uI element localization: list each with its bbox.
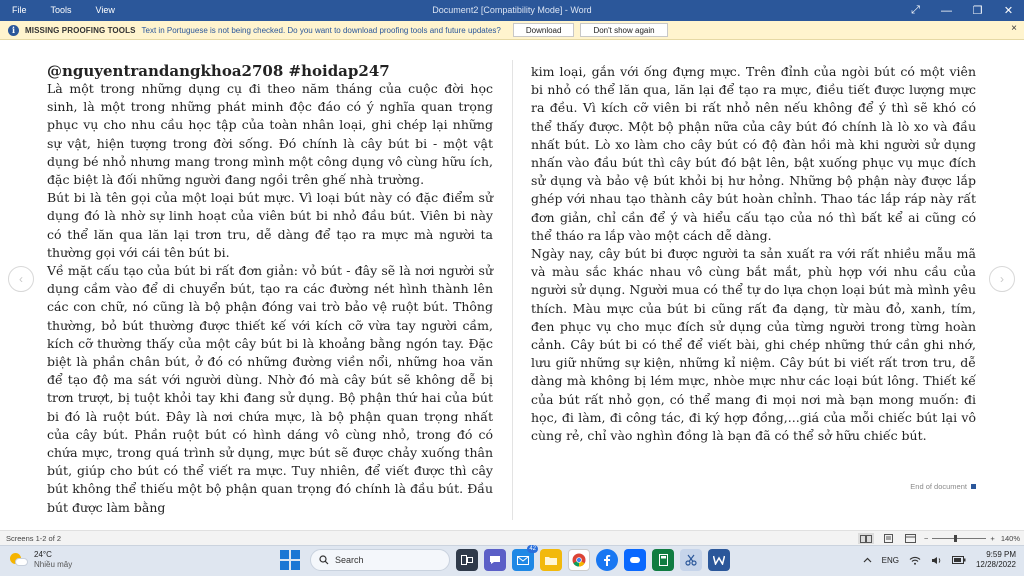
taskbar-apps bbox=[280, 546, 730, 571]
chevron-right-icon: › bbox=[1000, 272, 1004, 286]
task-view-icon[interactable] bbox=[456, 549, 478, 571]
zoom-in-button[interactable]: + bbox=[990, 534, 995, 543]
speaker-icon[interactable] bbox=[931, 556, 942, 565]
restore-icon[interactable]: ❐ bbox=[972, 5, 983, 17]
battery-icon[interactable] bbox=[952, 556, 966, 564]
window-title: Document2 [Compatibility Mode] - Word bbox=[432, 5, 592, 15]
end-of-document-label: End of document bbox=[910, 482, 967, 491]
taskbar bbox=[0, 545, 1024, 576]
notification-close-icon[interactable]: × bbox=[1011, 23, 1017, 34]
zalo-icon[interactable] bbox=[624, 549, 646, 571]
calculator-icon[interactable] bbox=[652, 549, 674, 571]
notification-count-badge: 42 bbox=[529, 546, 536, 552]
weather-description: Nhiều mây bbox=[34, 560, 73, 569]
end-marker-square-icon bbox=[971, 484, 976, 489]
paragraph: Là một trong những dụng cụ đi theo năm tháng của cuộc đời học sinh, là một trong những phát minh độc đáo có ý nghĩa quan trọng phục vụ cho nhu cầu học tập của toàn nhân loại, ghi chép lại những sự vật, hiện tượng trong đời sống. Đó chính là cây bút bi - một vật dụng bé nhỏ nhưng mang trong mình một công dụng vô cùng hữu ích, đặc biệt là đối những người đang ngồi trên ghế nhà trường. bbox=[47, 81, 493, 188]
clock-date: 12/28/2022 bbox=[975, 560, 1016, 569]
clock[interactable] bbox=[976, 550, 1016, 570]
weather-temperature: 24°C bbox=[34, 550, 52, 559]
paragraph: Về mặt cấu tạo của bút bi rất đơn giản: vỏ bút - đây sẽ là nơi người sử dụng cầm vào để di chuyển bút, tạo ra các đường nét hình thành lên các con chữ, nó cũng là bộ phận đóng vai trò bảo vệ ruột bút. Thông thường, bỏ bút thường được thiết kế với kích cỡ vừa tay người cầm, kích cỡ thường thấy của một cây bút bi là khoảng bằng ngón tay. Đặc biệt là phần chân bút, ở đó có những đường viền nổi, những hoa văn để tạo độ ma sát với người dùng. Nhờ đó mà cây bút sẽ không dễ bị trơn trượt, bị tuột khỏi tay khi đang sử dụng. Bộ phận thứ hai của bút bi đó là ruột bút. Đây là nơi chứa mực, là bộ phận quan trọng nhất của cây bút. Phần ruột bút có hình dáng vô cùng nhỏ, trong đó có chứa mực, trong quá trình sử dụng, mực bút sẽ được chảy xuống thân bút, giúp cho bút có thể viết ra mực. Tuy nhiên, để viết được thì cây bút không thể thiếu một bộ phận quan trọng đó chính là đầu bút. Đầu bút được làm bằng bbox=[47, 263, 493, 515]
status-right-controls bbox=[858, 531, 1020, 546]
windows-start-icon[interactable] bbox=[280, 550, 300, 570]
paragraph: Ngày nay, cây bút bi được người ta sản xuất ra với rất nhiều mẫu mã và màu sắc khác nhau vô cùng bắt mắt, phù hợp với nhu cầu của người sử dụng. Người mua có thể tự do lựa chọn loại bút mà mình yêu thích. Màu mực của bút bi cũng rất đa dạng, từ màu đỏ, xanh, tím, đen phục vụ cho mục đích sử dụng của từng người trong từng hoàn cảnh. Cây bút bi có thể để viết bài, ghi chép những thứ cần ghi nhớ, lưu giữ những sự kiện, những kỉ niệm. Cây bút bi viết rất trơn tru, dễ dàng mà không bị lém mực, nhòe mực như các loại bút lông. Thiết kế của bút rất nhỏ gọn, có thể mang đi mọi nơi mà bạn mong muốn: đi học, đi làm, đi công tác, đi ký hợp đồng,...giá của mỗi chiếc bút lại vô cùng rẻ, chỉ vào nghìn đồng là bạn đã có thể sở hữu chiếc bút. bbox=[531, 246, 976, 444]
system-tray bbox=[863, 550, 1016, 570]
print-layout-icon[interactable] bbox=[880, 533, 896, 544]
partly-cloudy-icon bbox=[10, 553, 28, 567]
web-layout-icon[interactable] bbox=[902, 533, 918, 544]
chrome-icon[interactable] bbox=[568, 549, 590, 571]
document-title: @nguyentrandangkhoa2708 #hoidap247 bbox=[47, 62, 390, 80]
previous-screen-button[interactable] bbox=[8, 266, 34, 292]
status-bar bbox=[0, 530, 1024, 545]
zoom-slider-thumb[interactable] bbox=[954, 535, 957, 542]
zoom-percentage[interactable]: 140% bbox=[1000, 534, 1020, 543]
next-screen-button[interactable] bbox=[989, 266, 1015, 292]
search-placeholder: Search bbox=[335, 555, 364, 565]
focus-mode-icon[interactable]: ⤢ bbox=[911, 4, 920, 16]
document-column-right[interactable] bbox=[531, 63, 976, 445]
zoom-slider[interactable] bbox=[932, 538, 986, 539]
minimize-icon[interactable]: — bbox=[941, 4, 952, 17]
title-bar bbox=[0, 0, 1024, 21]
chevron-left-icon: ‹ bbox=[19, 272, 23, 286]
download-button[interactable]: Download bbox=[513, 23, 575, 37]
menu-file[interactable]: File bbox=[12, 5, 27, 15]
clock-time: 9:59 PM bbox=[986, 550, 1016, 559]
paragraph: Bút bi là tên gọi của một loại bút mực. Vì loại bút này có đặc điểm sử dụng đó là nhờ sự linh hoạt của viên bút bi nhỏ đầu bút. Viên bi này có thể lăn qua lăn lại trơn tru, dễ dàng để tạo ra mực mà người ta thường gọi với cái tên bút bi. bbox=[47, 190, 493, 260]
taskbar-search-box[interactable] bbox=[310, 549, 450, 571]
notification-title: MISSING PROOFING TOOLS bbox=[25, 25, 136, 35]
notification-message[interactable]: Text in Portuguese is not being checked. Do you want to download proofing tools and future updates? bbox=[141, 25, 501, 35]
column-divider bbox=[512, 60, 513, 520]
menu-view[interactable]: View bbox=[95, 5, 115, 15]
paragraph: kim loại, gắn với ống đựng mực. Trên đỉnh của ngòi bút có một viên bi nhỏ có thể lăn qua, lăn lại để tạo ra mực, điều tiết được lượng mực ra đều. Vì kích cỡ viên bi rất nhỏ nên nếu không để ý thì sẽ khó có thể thấy được. Một bộ phận nữa của cây bút đó chính là lò xo và đầu nhất bút. Lò xo làm cho cây bút có độ đàn hồi mà khi người sử dụng nhấn vào đầu bút thì cây bút đó bật lên, bật xuống phục vụ mục đích sử dụng và bảo vệ bút khỏi bị hư hỏng. Những bộ phận này được lắp ghép với nhau tạo thành cây bút hoàn chỉnh. Thao tác lắp ráp này rất đơn giản, chỉ cần để ý và hiểu cấu tạo của nó thì bất kể ai cũng có thể tháo ra lắp vào một cách dễ dàng. bbox=[531, 64, 976, 243]
dont-show-again-button[interactable]: Don't show again bbox=[580, 23, 667, 37]
document-column-left[interactable] bbox=[47, 62, 493, 517]
close-icon[interactable]: ✕ bbox=[1003, 5, 1014, 17]
menu-tools[interactable]: Tools bbox=[50, 5, 72, 15]
teams-chat-icon[interactable] bbox=[484, 549, 506, 571]
end-of-document-marker bbox=[910, 482, 976, 491]
window-controls bbox=[900, 0, 1024, 21]
word-app-icon[interactable] bbox=[708, 549, 730, 571]
file-explorer-icon[interactable] bbox=[540, 549, 562, 571]
wifi-icon[interactable] bbox=[909, 556, 921, 565]
snipping-tool-icon[interactable] bbox=[680, 549, 702, 571]
input-language[interactable]: ENG bbox=[881, 555, 899, 565]
zoom-control bbox=[924, 534, 1020, 543]
mail-icon[interactable] bbox=[512, 546, 536, 571]
menu-bar bbox=[0, 0, 127, 21]
info-icon: i bbox=[8, 25, 19, 36]
chevron-up-icon[interactable] bbox=[863, 557, 872, 563]
search-icon bbox=[319, 555, 329, 565]
proofing-notification-bar bbox=[0, 21, 1024, 40]
zoom-out-button[interactable]: − bbox=[924, 534, 929, 543]
weather-widget[interactable] bbox=[10, 550, 72, 570]
page-count[interactable]: Screens 1-2 of 2 bbox=[6, 533, 62, 543]
facebook-icon[interactable] bbox=[596, 549, 618, 571]
read-mode-icon[interactable] bbox=[858, 533, 874, 544]
document-area[interactable] bbox=[0, 40, 1024, 530]
